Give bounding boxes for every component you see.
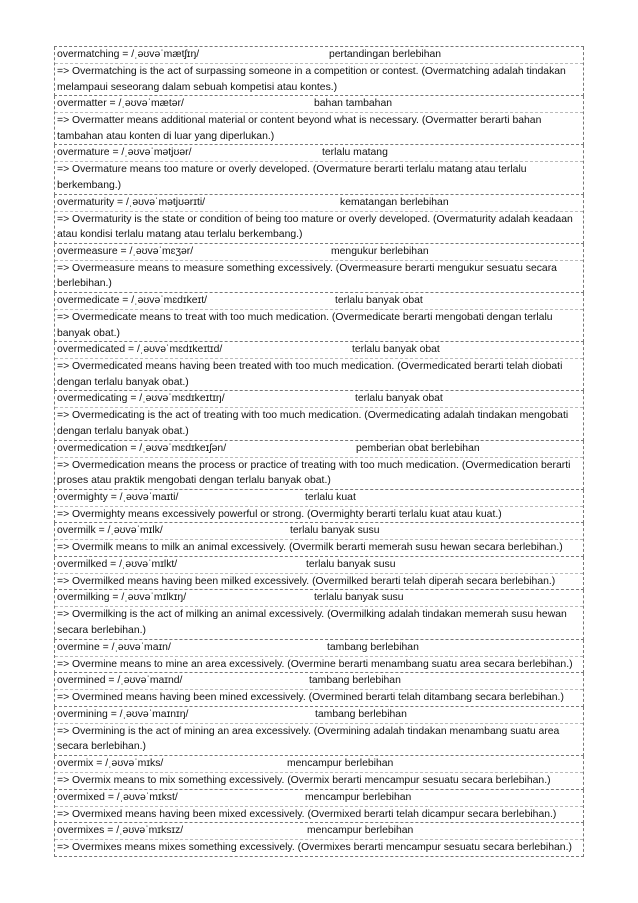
entry-term: overmatter = /ˌəʊvəˈmætər/ — [57, 98, 184, 110]
glossary-entry — [54, 823, 584, 857]
entry-description: => Overmedicating is the act of treating with too much medication. (Overmedicating adalah tindakan mengobati dengan terlalu banyak obat.) — [55, 407, 583, 439]
glossary-entry — [54, 145, 584, 194]
glossary-entry — [54, 557, 584, 591]
entry-description: => Overmixed means having been mixed excessively. (Overmixed berarti telah dicampur secara berlebihan.) — [55, 806, 583, 823]
entry-translation: pemberian obat berlebihan — [356, 442, 480, 454]
entry-term: overmining = /ˌəʊvəˈmaɪnɪŋ/ — [57, 708, 189, 720]
entry-description: => Overmilking is the act of milking an animal excessively. (Overmilking adalah tindakan memerah susu hewan secara berlebihan.) — [55, 606, 583, 638]
entry-term: overmedicated = /ˌəʊvəˈmɛdɪkeɪtɪd/ — [57, 344, 223, 356]
entry-term: overmighty = /ˌəʊvəˈmaɪti/ — [57, 491, 179, 503]
entry-translation: bahan tambahan — [314, 98, 392, 110]
entry-header — [55, 145, 583, 161]
glossary-entry — [54, 523, 584, 557]
entry-translation: terlalu banyak obat — [355, 393, 443, 405]
entry-description: => Overmighty means excessively powerful or strong. (Overmighty berarti terlalu kuat atau kuat.) — [55, 506, 583, 523]
entry-header — [55, 195, 583, 211]
entry-term: overmedication = /ˌəʊvəˈmɛdɪkeɪʃən/ — [57, 442, 227, 454]
entry-header — [55, 756, 583, 772]
entry-term: overmix = /ˌəʊvəˈmɪks/ — [57, 758, 164, 770]
entry-description: => Overmilked means having been milked excessively. (Overmilked berarti telah diperah secara berlebihan.) — [55, 573, 583, 590]
entry-translation: tambang berlebihan — [315, 708, 407, 720]
entry-term: overmedicate = /ˌəʊvəˈmɛdɪkeɪt/ — [57, 294, 208, 306]
glossary-entry — [54, 293, 584, 342]
entry-translation: mencampur berlebihan — [307, 825, 414, 837]
entry-header — [55, 342, 583, 358]
entry-header — [55, 673, 583, 689]
entry-header — [55, 490, 583, 506]
entry-translation: terlalu banyak susu — [290, 525, 380, 537]
entry-term: overmixed = /ˌəʊvəˈmɪkst/ — [57, 791, 178, 803]
entry-translation: terlalu banyak obat — [352, 344, 440, 356]
glossary-entry — [54, 342, 584, 391]
entry-description: => Overmine means to mine an area excessively. (Overmine berarti menambang suatu area secara berlebihan.) — [55, 656, 583, 673]
entry-term: overmilk = /ˌəʊvəˈmɪlk/ — [57, 525, 163, 537]
glossary-entry — [54, 96, 584, 145]
entry-translation: terlalu banyak susu — [306, 558, 396, 570]
entry-translation: terlalu matang — [322, 147, 388, 159]
entry-translation: mencampur berlebihan — [305, 791, 412, 803]
entry-translation: tambang berlebihan — [309, 675, 401, 687]
entry-translation: mengukur berlebihan — [331, 245, 429, 257]
entry-term: overmilking = /ˌəʊvəˈmɪlkɪŋ/ — [57, 592, 187, 604]
entry-description: => Overmedication means the process or practice of treating with too much medication. (Overmedication berarti proses atau praktik mengobati dengan terlalu banyak obat.) — [55, 457, 583, 489]
entry-header — [55, 790, 583, 806]
entry-description: => Overmix means to mix something excessively. (Overmix berarti mencampur sesuatu secara berlebihan.) — [55, 772, 583, 789]
entry-translation: kematangan berlebihan — [340, 196, 449, 208]
glossary-table — [54, 46, 584, 857]
entry-term: overmine = /ˌəʊvəˈmaɪn/ — [57, 641, 171, 653]
entry-description: => Overmedicated means having been treated with too much medication. (Overmedicated berarti telah diobati dengan terlalu banyak obat.) — [55, 358, 583, 390]
entry-translation: mencampur berlebihan — [287, 758, 394, 770]
entry-header — [55, 557, 583, 573]
entry-header — [55, 96, 583, 112]
entry-translation: terlalu banyak obat — [335, 294, 423, 306]
entry-term: overmixes = /ˌəʊvəˈmɪksɪz/ — [57, 825, 184, 837]
entry-header — [55, 590, 583, 606]
entry-header — [55, 391, 583, 407]
entry-header — [55, 523, 583, 539]
entry-header — [55, 640, 583, 656]
entry-translation: pertandingan berlebihan — [329, 49, 442, 60]
entry-term: overmined = /ˌəʊvəˈmaɪnd/ — [57, 675, 183, 687]
glossary-entry — [54, 590, 584, 639]
glossary-entry — [54, 391, 584, 440]
entry-header — [55, 707, 583, 723]
entry-description: => Overmatching is the act of surpassing someone in a competition or contest. (Overmatching adalah tindakan melampaui seseorang dalam sebuah kompetisi atau kontes.) — [55, 63, 583, 95]
entry-description: => Overmining is the act of mining an area excessively. (Overmining adalah tindakan menambang suatu area secara berlebihan.) — [55, 723, 583, 755]
entry-translation: terlalu banyak susu — [314, 592, 404, 604]
glossary-entry — [54, 244, 584, 293]
glossary-entry — [54, 195, 584, 244]
entry-header — [55, 823, 583, 839]
entry-term: overmedicating = /ˌəʊvəˈmɛdɪkeɪtɪŋ/ — [57, 393, 225, 405]
entry-description: => Overmatter means additional material or content beyond what is necessary. (Overmatter berarti bahan tambahan atau konten di luar yang diperlukan.) — [55, 112, 583, 144]
entry-description: => Overmilk means to milk an animal excessively. (Overmilk berarti memerah susu hewan secara berlebihan.) — [55, 539, 583, 556]
entry-term: overmature = /ˌəʊvəˈmətjʊər/ — [57, 147, 192, 159]
entry-header — [55, 441, 583, 457]
entry-term: overmaturity = /ˌəʊvəˈmətjʊərɪti/ — [57, 196, 206, 208]
entry-description: => Overmixes means mixes something excessively. (Overmixes berarti mencampur sesuatu secara berlebihan.) — [55, 839, 583, 856]
entry-description: => Overmature means too mature or overly developed. (Overmature berarti terlalu matang atau terlalu berkembang.) — [55, 161, 583, 193]
entry-description: => Overmined means having been mined excessively. (Overmined berarti telah ditambang secara berlebihan.) — [55, 689, 583, 706]
glossary-entry — [54, 47, 584, 96]
glossary-entry — [54, 490, 584, 524]
entry-translation: tambang berlebihan — [327, 641, 419, 653]
entry-term: overmeasure = /ˌəʊvəˈmɛʒər/ — [57, 245, 194, 257]
entry-term: overmatching = /ˌəʊvəˈmætʃɪŋ/ — [57, 49, 200, 60]
entry-description: => Overmedicate means to treat with too much medication. (Overmedicate berarti mengobati dengan terlalu banyak obat.) — [55, 309, 583, 341]
glossary-entry — [54, 707, 584, 756]
glossary-entry — [54, 756, 584, 790]
entry-header — [55, 47, 583, 63]
entry-header — [55, 244, 583, 260]
entry-translation: terlalu kuat — [305, 491, 356, 503]
glossary-entry — [54, 790, 584, 824]
glossary-entry — [54, 640, 584, 674]
entry-description: => Overmaturity is the state or condition of being too mature or overly developed. (Overmaturity adalah keadaan atau kondisi terlalu matang atau terlalu berkembang.) — [55, 211, 583, 243]
entry-term: overmilked = /ˌəʊvəˈmɪlkt/ — [57, 558, 178, 570]
glossary-entry — [54, 673, 584, 707]
glossary-entry — [54, 441, 584, 490]
entry-header — [55, 293, 583, 309]
entry-description: => Overmeasure means to measure something excessively. (Overmeasure berarti mengukur sesuatu secara berlebihan.) — [55, 260, 583, 292]
